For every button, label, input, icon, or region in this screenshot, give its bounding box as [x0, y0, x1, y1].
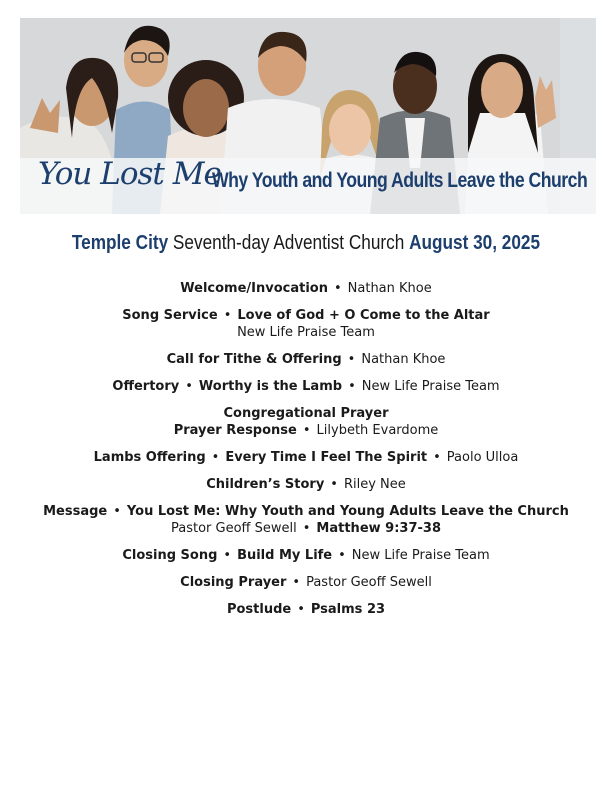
item-label: Welcome/Invocation [180, 281, 328, 296]
program-item-song-service [0, 307, 612, 341]
item-person: New Life Praise Team [351, 548, 490, 563]
order-of-service [0, 280, 612, 628]
item-label: Postlude [226, 602, 292, 617]
item-title: Every Time I Feel The Spirit [225, 450, 428, 465]
separator-dot: • [433, 450, 441, 465]
item-label: Children’s Story [206, 477, 325, 492]
item-person: Nathan Khoe [361, 352, 446, 367]
church-name: Seventh-day Adventist Church [172, 232, 405, 254]
separator-dot: • [348, 379, 356, 394]
item-label: Call for Tithe & Offering [166, 352, 342, 367]
separator-dot: • [302, 521, 311, 536]
item-scripture: Matthew 9:37-38 [316, 521, 441, 536]
separator-dot: • [223, 548, 232, 563]
separator-dot: • [347, 352, 356, 367]
series-script-title: You Lost Me [38, 156, 221, 192]
item-person: Pastor Geoff Sewell [306, 575, 432, 590]
service-date: August 30, 2025 [409, 232, 541, 254]
program-item-closing-prayer [0, 574, 612, 591]
item-label: Offertory [112, 379, 180, 394]
church-city: Temple City [71, 232, 169, 254]
separator-dot: • [185, 379, 193, 394]
program-item-postlude [0, 601, 612, 618]
item-label: Lambs Offering [93, 450, 206, 465]
item-label: Closing Prayer [180, 575, 287, 590]
item-person: Riley Nee [343, 477, 406, 492]
item-label: Message [43, 504, 108, 519]
series-subtitle: Why Youth and Young Adults Leave the Church [212, 169, 588, 192]
church-date-line [43, 232, 569, 255]
item-title: Love of God + O Come to the Altar [237, 308, 490, 323]
separator-dot: • [113, 504, 121, 519]
item-label: Closing Song [122, 548, 218, 563]
program-item-offertory [0, 378, 612, 395]
separator-dot: • [297, 602, 305, 617]
item-person: Pastor Geoff Sewell [171, 521, 297, 536]
item-label: Congregational Prayer [223, 406, 389, 421]
program-item-message [0, 503, 612, 537]
item-title: Build My Life [237, 548, 333, 563]
separator-dot: • [333, 281, 342, 296]
program-item-welcome [0, 280, 612, 297]
header-banner [20, 18, 596, 214]
program-item-prayer [0, 405, 612, 439]
program-item-lambs-offering [0, 449, 612, 466]
item-label: Song Service [122, 308, 218, 323]
separator-dot: • [211, 450, 220, 465]
separator-dot: • [338, 548, 346, 563]
item-title: Psalms 23 [310, 602, 386, 617]
item-title: Worthy is the Lamb [198, 379, 343, 394]
item-person: Lilybeth Evardome [316, 423, 439, 438]
item-person: Paolo Ulloa [446, 450, 519, 465]
separator-dot: • [292, 575, 301, 590]
item-sublabel: Prayer Response [173, 423, 297, 438]
item-title: You Lost Me: Why Youth and Young Adults Leave the Church [126, 504, 569, 519]
item-person: New Life Praise Team [361, 379, 500, 394]
item-person: New Life Praise Team [237, 325, 375, 340]
program-item-tithe [0, 351, 612, 368]
program-item-closing-song [0, 547, 612, 564]
separator-dot: • [330, 477, 338, 492]
separator-dot: • [302, 423, 311, 438]
item-person: Nathan Khoe [347, 281, 432, 296]
program-item-childrens-story [0, 476, 612, 493]
separator-dot: • [223, 308, 232, 323]
